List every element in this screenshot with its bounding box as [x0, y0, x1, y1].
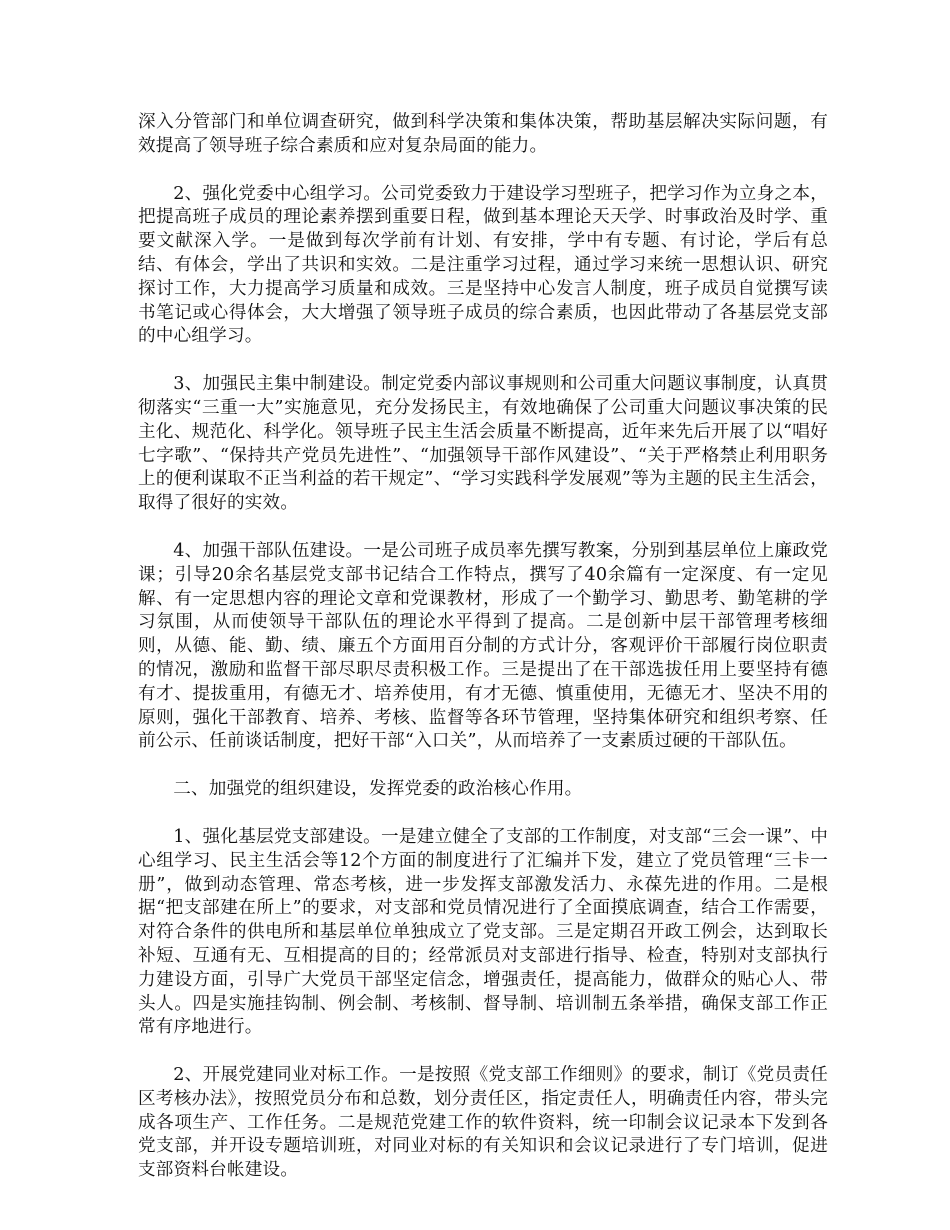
paragraph-benchmarking: 2、开展党建同业对标工作。一是按照《党支部工作细则》的要求，制订《党员责任区考核办法》，按照党员分布和总数，划分责任区，指定责任人，明确责任内容，带头完成各项生产、工作任务。二是规范党建工作的软件资料，统一印制会议记录本下发到各党支部，并开设专题培训班，对同业对标的有关知识和会议记录进行了专门培训，促进支部资料台帐建设。 [138, 1065, 828, 1181]
section-heading-organization: 二、加强党的组织建设，发挥党委的政治核心作用。 [173, 779, 583, 800]
paragraph-branch-building: 1、强化基层党支部建设。一是建立健全了支部的工作制度，对支部“三会一课”、中心组学习、民主生活会等12个方面的制度进行了汇编并下发，建立了党员管理“三卡一册”，做到动态管理、常态考核，进一步发挥支部激发活力、永葆先进的作用。二是根据“把支部建在所上”的要求，对支部和党员情况进行了全面摸底调查，结合工作需要，对符合条件的供电所和基层单位单独成立了党支部。三是定期召开政工例会，达到取长补短、互通有无、互相提高的目的；经常派员对支部进行指导、检查，特别对支部执行力建设方面，引导广大党员干部坚定信念，增强责任，提高能力，做群众的贴心人、带头人。四是实施挂钩制、例会制、考核制、督导制、培训制五条举措，确保支部工作正常有序地进行。 [138, 826, 828, 1038]
paragraph-democratic-centralism: 3、加强民主集中制建设。制定党委内部议事规则和公司重大问题议事制度，认真贯彻落实“三重一大”实施意见，充分发扬民主，有效地确保了公司重大问题议事决策的民主化、规范化、科学化。领导班子民主生活会质量不断提高，近年来先后开展了以“唱好七字歌”、“保持共产党员先进性”、“加强领导干部作风建设”、“关于严格禁止利用职务上的便利谋取不正当利益的若干规定”、“学习实践科学发展观”等为主题的民主生活会，取得了很好的实效。 [138, 374, 828, 514]
paragraph-study-group: 2、强化党委中心组学习。公司党委致力于建设学习型班子，把学习作为立身之本，把提高班子成员的理论素养摆到重要日程，做到基本理论天天学、时事政治及时学、重要文献深入学。一是做到每次学前有计划、有安排，学中有专题、有讨论，学后有总结、有体会，学出了共识和实效。二是注重学习过程，通过学习来统一思想认识、研究探讨工作，大力提高学习质量和成效。三是坚持中心发言人制度，班子成员自觉撰写读书笔记或心得体会，大大增强了领导班子成员的综合素质，也因此带动了各基层党支部的中心组学习。 [138, 183, 828, 347]
paragraph-intro-continuation: 深入分管部门和单位调查研究，做到科学决策和集体决策，帮助基层解决实际问题，有效提高了领导班子综合素质和应对复杂局面的能力。 [138, 112, 828, 156]
paragraph-cadre-team: 4、加强干部队伍建设。一是公司班子成员率先撰写教案，分别到基层单位上廉政党课；引导20余名基层党支部书记结合工作特点，撰写了40余篇有一定深度、有一定见解、有一定思想内容的理论文章和党课教材，形成了一个勤学习、勤思考、勤笔耕的学习氛围，从而使领导干部队伍的理论水平得到了提高。二是创新中层干部管理考核细则，从德、能、勤、绩、廉五个方面用百分制的方式计分，客观评价干部履行岗位职责的情况，激励和监督干部尽职尽责积极工作。三是提出了在干部选拔任用上要坚持有德有才、提拔重用，有德无才、培养使用，有才无德、慎重使用，无德无才、坚决不用的原则，强化干部教育、培养、考核、监督等各环节管理，坚持集体研究和组织考察、任前公示、任前谈话制度，把好干部“入口关”，从而培养了一支素质过硬的干部队伍。 [138, 540, 828, 752]
document-page [138, 111, 828, 1207]
